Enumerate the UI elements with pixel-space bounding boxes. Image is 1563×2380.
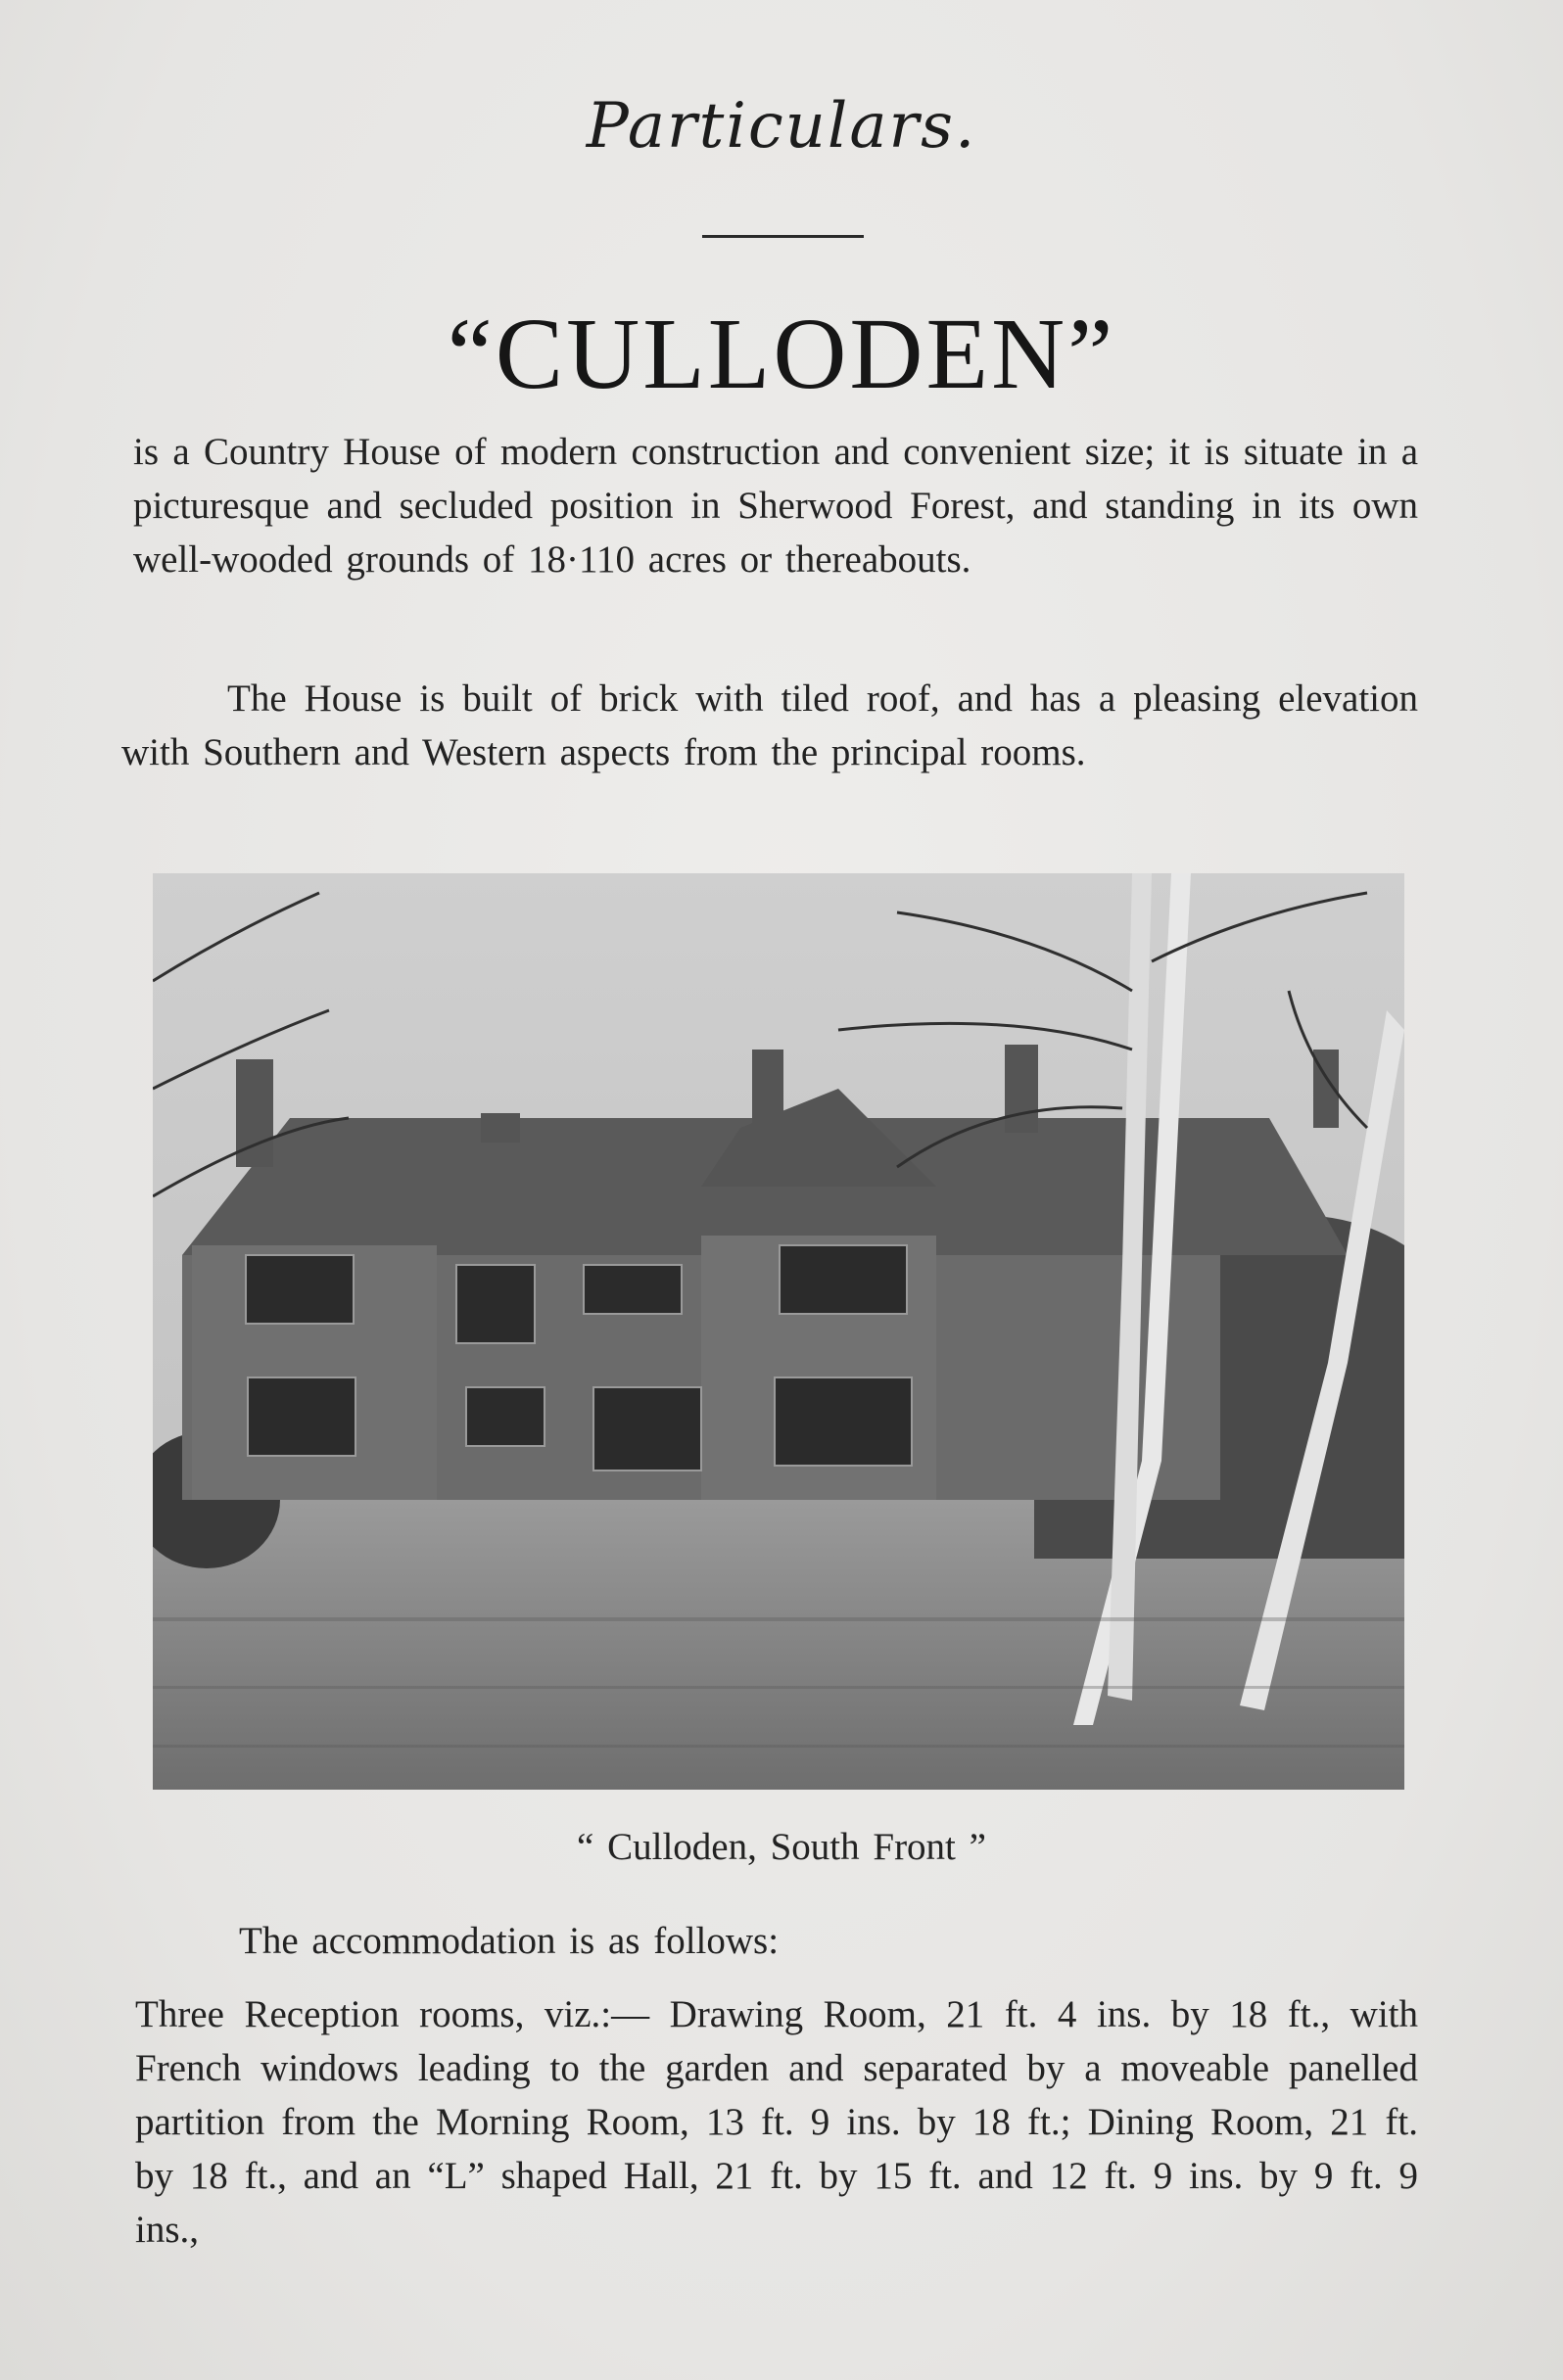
- house-photograph: [153, 873, 1404, 1790]
- property-title: “CULLODEN”: [447, 298, 1116, 410]
- accommodation-paragraph: Three Reception rooms, viz.:— Drawing Room, 21 ft. 4 ins. by 18 ft., with French windows leading to the garden and separated by a moveable panelled partition from the Morning Room, 13 ft. 9 ins. by 18 ft.; Dining Room, 21 ft. by 18 ft., and an “L” shaped Hall, 21 ft. by 15 ft. and 12 ft. 9 ins. by 9 ft. 9 ins.,: [135, 1993, 1418, 2251]
- accommodation-intro: The accommodation is as follows:: [239, 1920, 780, 1962]
- intro-paragraph: is a Country House of modern construction and convenient size; it is situate in a picturesque and secluded position in Sherwood Forest, and standing in its own well-wooded grounds of 18·110 acres or thereabouts.: [133, 431, 1418, 581]
- photo-caption: “ Culloden, South Front ”: [577, 1826, 986, 1868]
- page-heading: Particulars.: [586, 90, 977, 163]
- heading-divider: [702, 235, 864, 238]
- house-photo-illustration: [153, 873, 1404, 1790]
- house-paragraph: The House is built of brick with tiled roof, and has a pleasing elevation with Southern and Western aspects from the principal rooms.: [121, 677, 1418, 773]
